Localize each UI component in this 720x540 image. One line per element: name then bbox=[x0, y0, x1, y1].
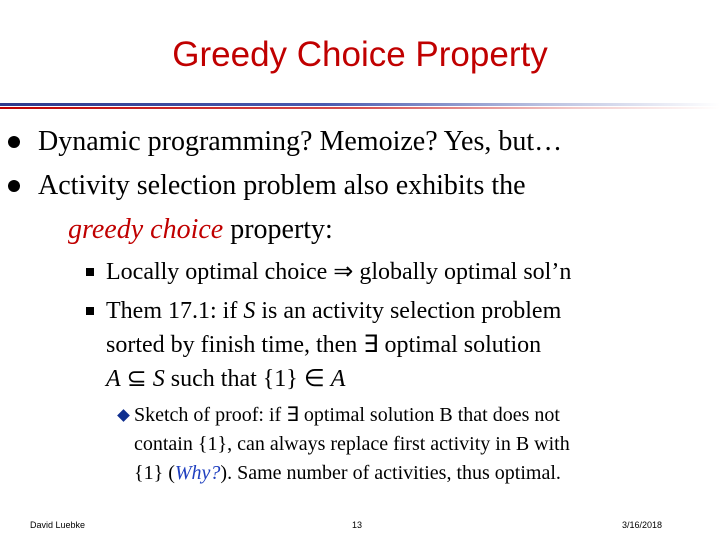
bullet-dot-icon bbox=[8, 180, 20, 192]
title-divider bbox=[0, 103, 720, 111]
implies-symbol: ⇒ bbox=[333, 259, 354, 285]
title-divider-red-line bbox=[0, 107, 720, 109]
sub-bullet-1-text: Locally optimal choice ⇒ globally optimal sol’n bbox=[106, 259, 572, 285]
sub-bullet-square-icon bbox=[86, 307, 94, 315]
title-divider-blue-line bbox=[0, 103, 720, 106]
sub-bullet-2-line-3: A ⊆ S such that {1} ∈ A bbox=[106, 366, 346, 392]
sub-sub-bullet-diamond-icon bbox=[117, 409, 130, 422]
sub-sub-bullet-line-1: Sketch of proof: if ∃ optimal solution B that does not bbox=[134, 404, 560, 426]
slide-title: Greedy Choice Property bbox=[172, 35, 548, 74]
footer-date: 3/16/2018 bbox=[622, 520, 663, 530]
exists-symbol: ∃ bbox=[363, 332, 379, 358]
element-of-symbol: ∈ bbox=[303, 366, 325, 392]
footer-page-number: 13 bbox=[352, 520, 363, 530]
bullet-2-line-1: Activity selection problem also exhibits the bbox=[38, 170, 526, 201]
sub-bullet-2-line-1: Them 17.1: if S is an activity selection problem bbox=[106, 298, 562, 324]
bullet-2-suffix: property: bbox=[223, 214, 333, 245]
sub-bullet-2-line-2: sorted by finish time, then ∃ optimal solution bbox=[106, 332, 542, 358]
footer-author: David Luebke bbox=[30, 520, 86, 530]
why-emphasis: Why? bbox=[174, 462, 221, 484]
greedy-choice-emphasis: greedy choice bbox=[68, 214, 224, 245]
bullet-1-text: Dynamic programming? Memoize? Yes, but… bbox=[38, 126, 563, 157]
exists-symbol: ∃ bbox=[286, 404, 299, 426]
subset-symbol: ⊆ bbox=[126, 366, 147, 392]
bullet-2-line-2 bbox=[68, 213, 333, 247]
bullet-dot-icon bbox=[8, 136, 20, 148]
sub-bullet-square-icon bbox=[86, 268, 94, 276]
sub-sub-bullet-line-2: contain {1}, can always replace first activity in B with bbox=[134, 433, 570, 455]
sub-sub-bullet-line-3: {1} (Why?). Same number of activities, thus optimal. bbox=[134, 462, 561, 484]
